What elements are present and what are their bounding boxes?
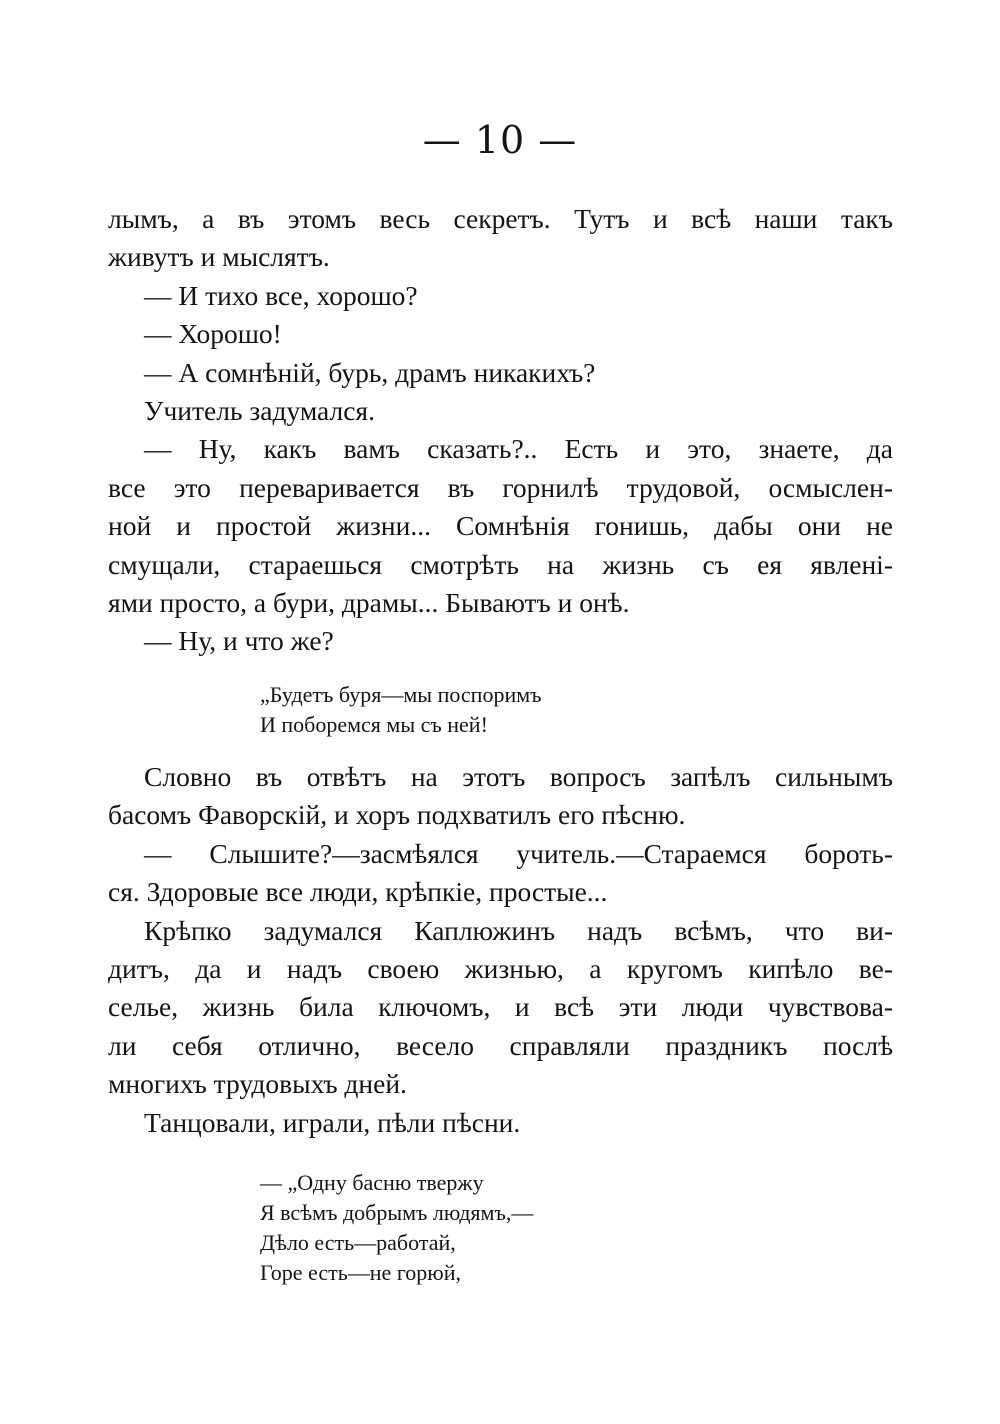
text-line: — А сомнѣній, бурь, драмъ никакихъ? <box>144 356 596 388</box>
text-line: дитъ, да и надъ своею жизнью, а кругомъ кипѣло ве- <box>108 953 893 985</box>
text-line: Словно въ отвѣтъ на этотъ вопросъ запѣлъ сильнымъ <box>144 761 893 792</box>
text-line: ной и простой жизни... Сомнѣнія гонишь, дабы они не <box>108 510 893 542</box>
text-line: лымъ, а въ этомъ весь секретъ. Тутъ и всѣ наши такъ <box>108 203 893 234</box>
page-text-top <box>108 200 893 661</box>
text-line: Танцовали, играли, пѣли пѣсни. <box>144 1106 521 1138</box>
verse-quote-1 <box>260 680 542 740</box>
verse-quote-2 <box>260 1168 533 1288</box>
text-line: живутъ и мыслятъ. <box>108 241 330 273</box>
text-line: селье, жизнь била ключомъ, и всѣ эти люди чувствова- <box>108 991 893 1023</box>
text-line: ли себя отлично, весело справляли праздникъ послѣ <box>108 1029 893 1061</box>
verse-line: Дѣло есть—работай, <box>260 1230 456 1255</box>
text-line: все это переваривается въ горнилѣ трудовой, осмыслен- <box>108 471 893 503</box>
page-number: — 10 — <box>422 118 578 162</box>
text-line: ся. Здоровые все люди, крѣпкіе, простые... <box>108 876 608 908</box>
page-text-bottom <box>108 758 893 1142</box>
text-line: ями просто, а бури, драмы... Бываютъ и онѣ. <box>108 587 630 619</box>
verse-line: Горе есть—не горюй, <box>260 1260 461 1285</box>
verse-line: „Будетъ буря—мы поспоримъ <box>260 682 542 707</box>
text-line: — Ну, какъ вамъ сказать?.. Есть и это, знаете, да <box>144 433 893 465</box>
verse-line: — „Одну басню твержу <box>260 1170 484 1195</box>
text-line: — Слышите?—засмѣялся учитель.—Стараемся бороть- <box>144 837 893 869</box>
verse-line: Я всѣмъ добрымъ людямъ,— <box>260 1200 534 1225</box>
text-line: — И тихо все, хорошо? <box>144 279 418 311</box>
text-line: басомъ Фаворскій, и хоръ подхватилъ его пѣсню. <box>108 799 686 831</box>
text-line: Крѣпко задумался Каплюжинъ надъ всѣмъ, что ви- <box>144 914 893 946</box>
text-line: — Хорошо! <box>144 318 282 350</box>
text-line: Учитель задумался. <box>144 395 375 427</box>
verse-line: И поборемся мы съ ней! <box>260 712 488 737</box>
text-line: многихъ трудовыхъ дней. <box>108 1068 407 1100</box>
text-line: смущали, стараешься смотрѣть на жизнь съ ея явлені- <box>108 548 893 580</box>
text-line: — Ну, и что же? <box>144 625 334 657</box>
